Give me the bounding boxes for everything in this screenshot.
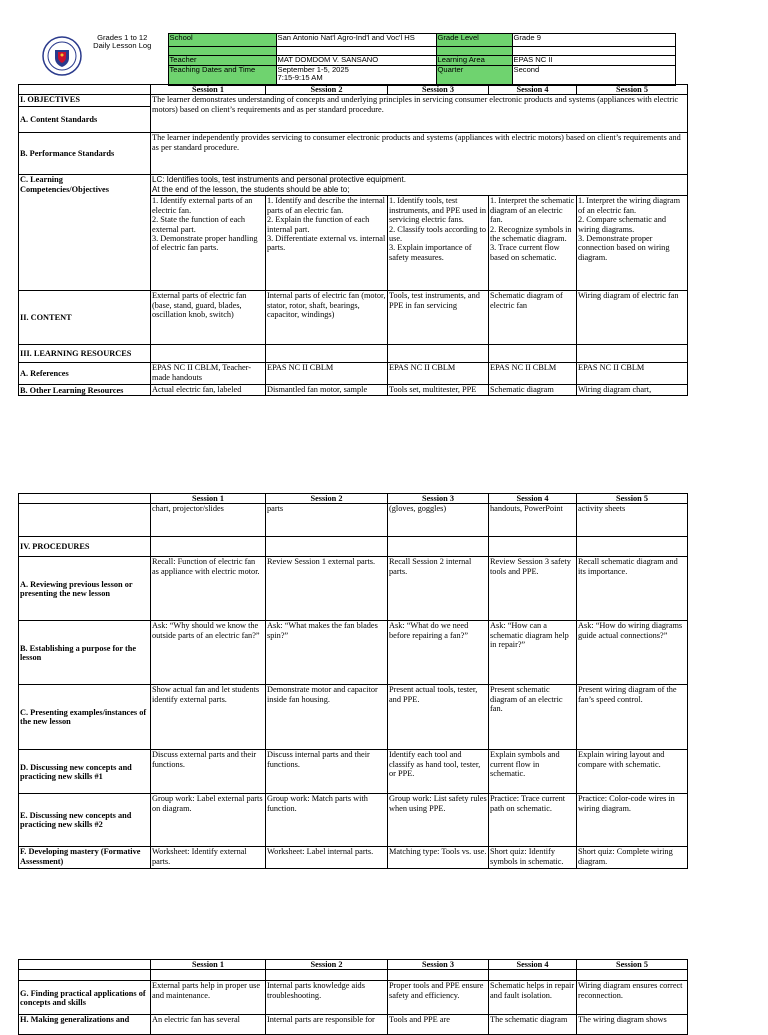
grades-label: Grades 1 to 12: [97, 33, 148, 42]
procedure-cell: An electric fan has several: [151, 1015, 266, 1035]
procedure-cell: Present wiring diagram of the fan’s speed control.: [577, 685, 688, 750]
other-resource-cell: parts: [266, 504, 388, 537]
grade-level-value: Grade 9: [512, 34, 675, 47]
other-resource-cell: Wiring diagram chart,: [577, 385, 688, 396]
performance-standards-label: B. Performance Standards: [19, 133, 151, 175]
quarter-label: Quarter: [436, 65, 512, 85]
session-header-5: Session 5: [577, 494, 688, 504]
content-cell: External parts of electric fan (base, stand, guard, blades, oscillation knob, switch): [151, 291, 266, 345]
resources-label: III. LEARNING RESOURCES: [19, 345, 151, 363]
procedures-label: IV. PROCEDURES: [19, 537, 151, 557]
dates-value: September 1-5, 2025 7:15-9:15 AM: [276, 65, 436, 85]
grade-level-label: Grade Level: [436, 34, 512, 47]
other-resource-cell: chart, projector/slides: [151, 504, 266, 537]
content-cell: Internal parts of electric fan (motor, stator, rotor, shaft, bearings, capacitor, windings): [266, 291, 388, 345]
content-standards-label: A. Content Standards: [19, 107, 151, 133]
procedure-label: D. Discussing new concepts and practicing new skills #1: [19, 750, 151, 794]
procedure-cell: Ask: “What makes the fan blades spin?”: [266, 621, 388, 685]
competencies-label: C. Learning Competencies/Objectives: [19, 175, 151, 291]
lesson-table-page-2: [18, 493, 688, 869]
procedure-label: H. Making generalizations and: [19, 1015, 151, 1035]
reference-cell: EPAS NC II CBLM: [577, 363, 688, 385]
procedure-cell: Explain symbols and current flow in schematic.: [489, 750, 577, 794]
teacher-value: MAT DOMDOM V. SANSANO: [276, 56, 436, 66]
session-header-2: Session 2: [266, 960, 388, 970]
objectives-label: I. OBJECTIVES: [19, 95, 151, 107]
header-table: [18, 33, 676, 86]
session-header-3: Session 3: [388, 85, 489, 95]
session-header-3: Session 3: [388, 494, 489, 504]
session-header-1: Session 1: [151, 960, 266, 970]
procedure-label: E. Discussing new concepts and practicing new skills #2: [19, 794, 151, 847]
procedure-cell: Review Session 3 safety tools and PPE.: [489, 557, 577, 621]
quarter-value: Second: [512, 65, 675, 85]
content-cell: Schematic diagram of electric fan: [489, 291, 577, 345]
procedure-cell: Schematic helps in repair and fault isolation.: [489, 981, 577, 1015]
procedure-cell: The wiring diagram shows: [577, 1015, 688, 1035]
learning-area-value: EPAS NC II: [512, 56, 675, 66]
reference-cell: EPAS NC II CBLM: [489, 363, 577, 385]
reference-cell: EPAS NC II CBLM: [266, 363, 388, 385]
content-standards-text: The learner demonstrates understanding of concepts and underlying principles in servicing consumer electronic products and systems (appliances with electric motors) based on client’s requirements and as per standard procedure.: [151, 95, 688, 133]
procedure-cell: Internal parts are responsible for: [266, 1015, 388, 1035]
procedure-cell: Group work: List safety rules when using PPE.: [388, 794, 489, 847]
procedure-cell: Internal parts knowledge aids troubleshooting.: [266, 981, 388, 1015]
other-resources-label: B. Other Learning Resources: [19, 385, 151, 396]
procedure-cell: Group work: Label external parts on diagram.: [151, 794, 266, 847]
session-header-4: Session 4: [489, 85, 577, 95]
other-resource-cell: handouts, PowerPoint: [489, 504, 577, 537]
procedure-label: C. Presenting examples/instances of the new lesson: [19, 685, 151, 750]
procedure-cell: Present actual tools, tester, and PPE.: [388, 685, 489, 750]
objective-cell: 1. Identify and describe the internal parts of an electric fan. 2. Explain the function of each internal part. 3. Differentiate external vs. internal parts.: [266, 196, 388, 291]
procedure-cell: Ask: “How do wiring diagrams guide actual connections?”: [577, 621, 688, 685]
procedure-cell: Discuss internal parts and their functions.: [266, 750, 388, 794]
procedure-cell: Recall: Function of electric fan as appliance with electric motor.: [151, 557, 266, 621]
objective-cell: 1. Identify external parts of an electric fan. 2. State the function of each external part. 3. Demonstrate proper handling of electric fan parts.: [151, 196, 266, 291]
procedure-cell: Ask: “What do we need before repairing a fan?”: [388, 621, 489, 685]
procedure-cell: External parts help in proper use and maintenance.: [151, 981, 266, 1015]
session-header-2: Session 2: [266, 494, 388, 504]
procedure-cell: Recall schematic diagram and its importance.: [577, 557, 688, 621]
references-label: A. References: [19, 363, 151, 385]
session-header-5: Session 5: [577, 85, 688, 95]
procedure-cell: Show actual fan and let students identify external parts.: [151, 685, 266, 750]
procedure-cell: Practice: Trace current path on schematic.: [489, 794, 577, 847]
learning-area-label: Learning Area: [436, 56, 512, 66]
procedure-cell: Worksheet: Label internal parts.: [266, 847, 388, 869]
procedure-cell: Practice: Color-code wires in wiring diagram.: [577, 794, 688, 847]
procedure-cell: Ask: “How can a schematic diagram help in repair?”: [489, 621, 577, 685]
procedure-cell: Ask: “Why should we know the outside parts of an electric fan?”: [151, 621, 266, 685]
procedure-label: B. Establishing a purpose for the lesson: [19, 621, 151, 685]
objective-cell: 1. Interpret the schematic diagram of an electric fan. 2. Recognize symbols in the schematic diagram. 3. Trace current flow based on schematic.: [489, 196, 577, 291]
procedure-cell: Short quiz: Identify symbols in schematic.: [489, 847, 577, 869]
lesson-table-page-1: [18, 84, 688, 396]
other-resource-cell: Actual electric fan, labeled: [151, 385, 266, 396]
dll-label: Daily Lesson Log: [93, 41, 152, 51]
procedure-cell: Explain wiring layout and compare with schematic.: [577, 750, 688, 794]
other-resource-cell: Schematic diagram: [489, 385, 577, 396]
objective-cell: 1. Identify tools, test instruments, and PPE used in servicing electric fans. 2. Classify tools according to use. 3. Explain importance of safety measures.: [388, 196, 489, 291]
performance-standards-text: The learner independently provides servicing to consumer electronic products and systems (appliances with electric motors) based on client’s requirements and as per standard procedure.: [151, 133, 688, 175]
procedure-label: A. Reviewing previous lesson or presenting the new lesson: [19, 557, 151, 621]
session-header-1: Session 1: [151, 494, 266, 504]
lc-text: LC: Identifies tools, test instruments and personal protective equipment. At the end of the lesson, the students should be able to;: [151, 175, 688, 196]
session-header-2: Session 2: [266, 85, 388, 95]
procedure-cell: Tools and PPE are: [388, 1015, 489, 1035]
procedure-label: G. Finding practical applications of concepts and skills: [19, 981, 151, 1015]
school-value: San Antonio Nat'l Agro-Ind'l and Voc'l HS: [276, 34, 436, 47]
session-header-5: Session 5: [577, 960, 688, 970]
procedure-cell: Wiring diagram ensures correct reconnection.: [577, 981, 688, 1015]
teacher-label: Teacher: [168, 56, 276, 66]
other-resource-cell: (gloves, goggles): [388, 504, 489, 537]
procedure-cell: Discuss external parts and their functions.: [151, 750, 266, 794]
content-cell: Tools, test instruments, and PPE in fan servicing: [388, 291, 489, 345]
procedure-cell: Review Session 1 external parts.: [266, 557, 388, 621]
procedure-label: F. Developing mastery (Formative Assessment): [19, 847, 151, 869]
procedure-cell: The schematic diagram: [489, 1015, 577, 1035]
reference-cell: EPAS NC II CBLM: [388, 363, 489, 385]
procedure-cell: Matching type: Tools vs. use.: [388, 847, 489, 869]
content-label: II. CONTENT: [19, 291, 151, 345]
dates-label: Teaching Dates and Time: [168, 65, 276, 85]
dll-title: [18, 34, 168, 86]
content-cell: Wiring diagram of electric fan: [577, 291, 688, 345]
session-header-3: Session 3: [388, 960, 489, 970]
procedure-cell: Identify each tool and classify as hand tool, tester, or PPE.: [388, 750, 489, 794]
objective-cell: 1. Interpret the wiring diagram of an electric fan. 2. Compare schematic and wiring diagrams. 3. Demonstrate proper connection based on wiring diagram.: [577, 196, 688, 291]
procedure-cell: Short quiz: Complete wiring diagram.: [577, 847, 688, 869]
reference-cell: EPAS NC II CBLM, Teacher-made handouts: [151, 363, 266, 385]
procedure-cell: Group work: Match parts with function.: [266, 794, 388, 847]
session-header-4: Session 4: [489, 494, 577, 504]
session-header-1: Session 1: [151, 85, 266, 95]
procedure-cell: Worksheet: Identify external parts.: [151, 847, 266, 869]
school-label: School: [168, 34, 276, 47]
procedure-cell: Demonstrate motor and capacitor inside fan housing.: [266, 685, 388, 750]
procedure-cell: Recall Session 2 internal parts.: [388, 557, 489, 621]
session-header-4: Session 4: [489, 960, 577, 970]
other-resource-cell: Dismantled fan motor, sample: [266, 385, 388, 396]
other-resource-cell: activity sheets: [577, 504, 688, 537]
procedure-cell: Present schematic diagram of an electric fan.: [489, 685, 577, 750]
other-resource-cell: Tools set, multitester, PPE: [388, 385, 489, 396]
procedure-cell: Proper tools and PPE ensure safety and efficiency.: [388, 981, 489, 1015]
